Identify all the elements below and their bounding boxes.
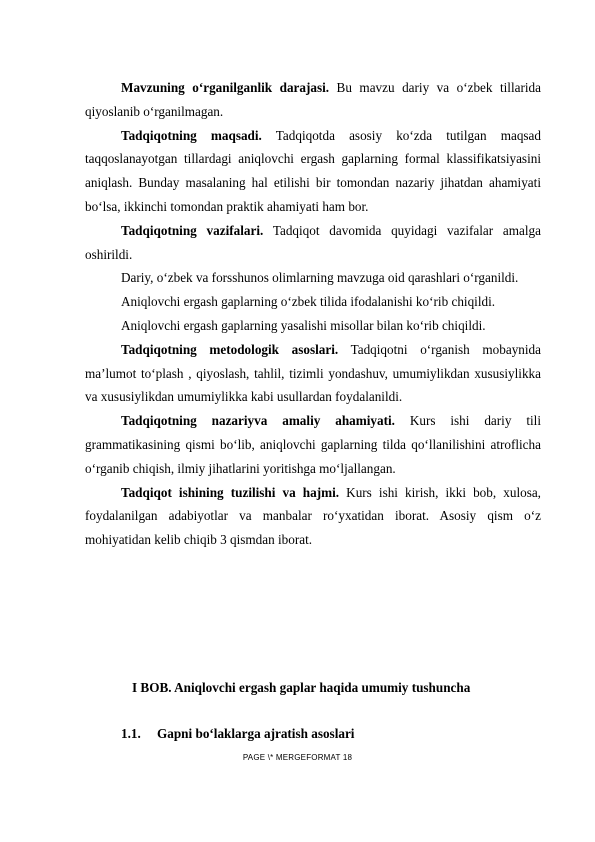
paragraph-text: Aniqlovchi ergash gaplarning yasalishi misollar bilan ko‘rib chiqildi.	[121, 317, 486, 333]
paragraph-text: Kurs ishi kirish, ikki bob, xulosa, foydalanilgan adabiyotlar va manbalar ro‘yxatidan iborat. Asosiy qism o‘z mohiyatidan kelib chiqib 3 qismdan iborat.	[85, 484, 541, 548]
paragraph-text: Kurs ishi dariy tili grammatikasining qismi bo‘lib, aniqlovchi gaplarning tilda qo‘llanilishini atroflicha o‘rganib chiqish, ilmiy jihatlarini yoritishga mo‘ljallangan.	[85, 413, 541, 476]
paragraph-lead: Tadqiqotning metodologik asoslari.	[121, 341, 339, 357]
chapter-heading: I BOB. Aniqlovchi ergash gaplar haqida umumiy tushuncha	[132, 680, 471, 695]
paragraph-text: Tadqiqotda asosiy ko‘zda tutilgan maqsad taqqoslanayotgan tillardagi aniqlovchi ergash gaplarning formal klassifikatsiyasini aniqlash. Bunday masalaning hal etilishi bir tomondan nazariy jihatdan ahamiyati bo‘lsa, ikkinchi tomondan praktik ahamiyati ham bor.	[85, 127, 541, 214]
paragraph-lead: Tadqiqotning vazifalari.	[121, 222, 264, 238]
section-heading	[121, 726, 354, 742]
paragraph-text: Dariy, o‘zbek va forsshunos olimlarning mavzuga oid qarashlari o‘rganildi.	[121, 270, 519, 286]
paragraph-structure	[85, 481, 541, 552]
paragraph-text: Aniqlovchi ergash gaplarning o‘zbek tilida ifodalanishi ko‘rib chiqildi.	[121, 294, 496, 310]
paragraph-lead: Tadqiqot ishining tuzilishi va hajmi.	[121, 484, 340, 500]
paragraph-significance	[85, 409, 541, 480]
paragraph-text: Bu mavzu dariy va o‘zbek tillarida qiyoslanib o‘rganilmagan.	[85, 80, 541, 119]
paragraph-lead: Tadqiqotning nazariyva amaliy ahamiyati.	[121, 413, 395, 429]
body-text	[85, 76, 541, 552]
paragraph-lead: Tadqiqotning maqsadi.	[121, 127, 262, 143]
paragraph-research-level	[85, 76, 541, 124]
paragraph-research-tasks	[85, 219, 541, 267]
section-number: 1.1.	[121, 726, 141, 741]
paragraph-task-1	[85, 266, 541, 290]
paragraph-lead: Mavzuning o‘rganilganlik darajasi.	[121, 80, 330, 95]
paragraph-text: Tadqiqotni o‘rganish mobaynida ma’lumot to‘plash , qiyoslash, tahlil, tizimli yondashuv, umumiylikdan xususiylikka va xususiylikdan umumiylikka kabi usullardan foydalanildi.	[85, 341, 542, 405]
paragraph-methodology	[85, 338, 541, 409]
paragraph-task-2	[85, 290, 541, 314]
paragraph-task-3	[85, 314, 541, 338]
section-title: Gapni bo‘laklarga ajratish asoslari	[157, 726, 355, 741]
page-footer: PAGE \* MERGEFORMAT 18	[242, 753, 353, 762]
paragraph-text: Tadqiqot davomida quyidagi vazifalar amalga oshirildi.	[85, 222, 541, 262]
paragraph-research-aim	[85, 124, 541, 219]
